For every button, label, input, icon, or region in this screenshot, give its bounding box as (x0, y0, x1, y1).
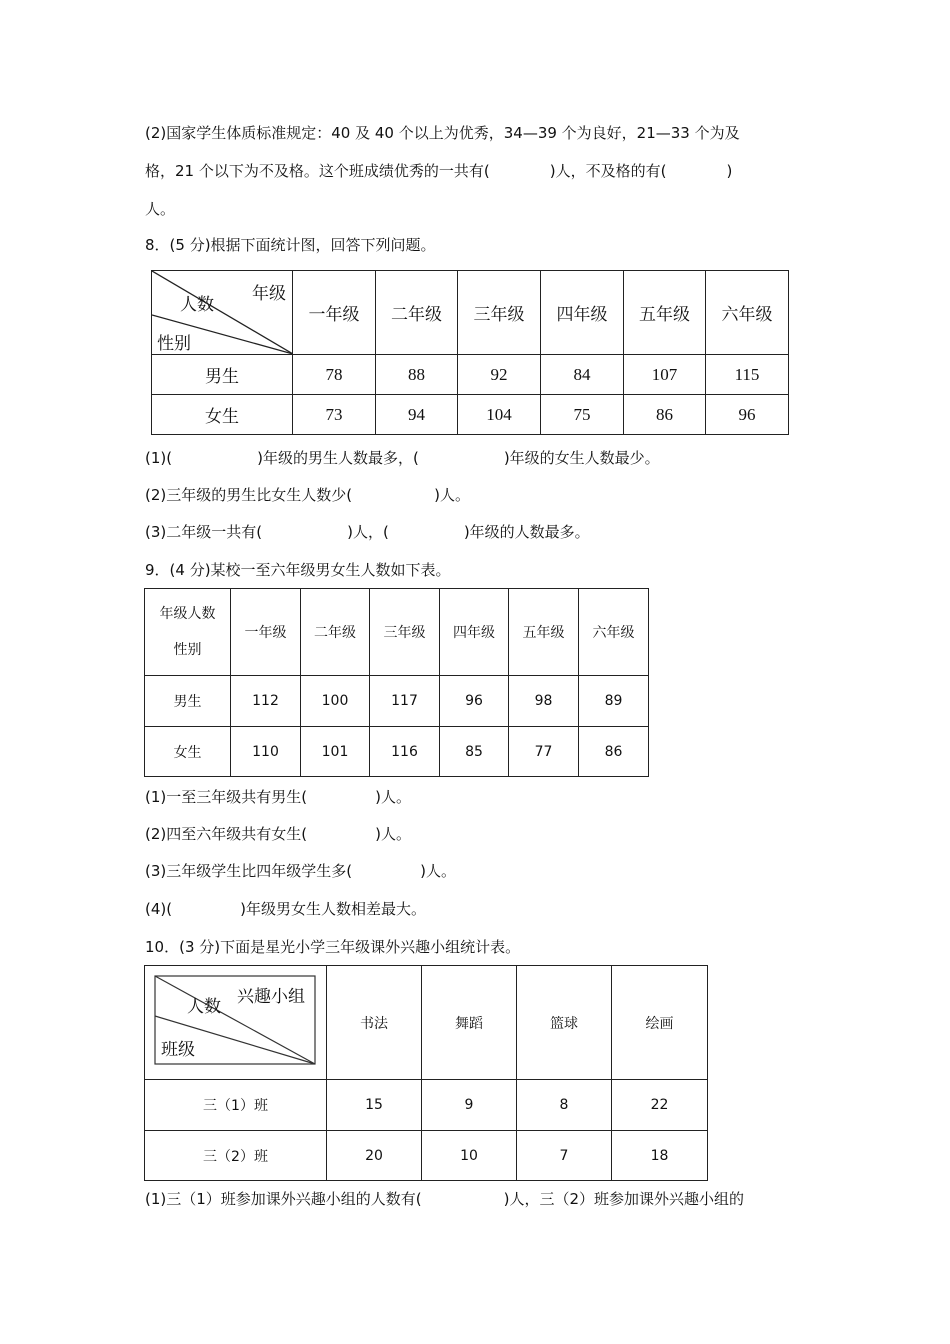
question-text: (1)一至三年级共有男生( (145, 788, 308, 806)
table-cell: 15 (327, 1080, 422, 1131)
table-cell: 96 (440, 676, 509, 727)
table-cell: 86 (579, 727, 649, 777)
row-label: 三（1）班 (145, 1080, 327, 1131)
table-cell: 77 (509, 727, 579, 777)
corner-label-grade: 年级 (252, 284, 286, 304)
q7-line1: (2)国家学生体质标准规定：40 及 40 个以上为优秀，34—39 个为良好，21—33 个为及 (145, 124, 740, 142)
corner-label-group: 兴趣小组 (237, 987, 305, 1007)
table-cell: 78 (293, 355, 376, 395)
question-text: )年级的女生人数最少。 (503, 449, 660, 467)
column-header: 一年级 (293, 271, 376, 355)
q8-question-3 (145, 522, 590, 542)
table-cell: 20 (327, 1131, 422, 1181)
table-cell: 18 (612, 1131, 708, 1181)
column-header: 五年级 (624, 271, 706, 355)
table-cell: 94 (376, 395, 458, 435)
q7-text-c: ) (726, 162, 733, 180)
table-cell: 107 (624, 355, 706, 395)
corner-label-line1: 年级人数 (159, 606, 216, 622)
question-text: )人。 (375, 825, 411, 843)
column-header: 三年级 (458, 271, 541, 355)
question-text: (4)( (145, 900, 173, 918)
table-row (152, 355, 789, 395)
table-cell: 86 (624, 395, 706, 435)
corner-label-gender: 性别 (157, 334, 191, 354)
table-row (145, 676, 649, 727)
q9-question-2 (145, 824, 411, 844)
q10-table (144, 965, 708, 1181)
question-text: (2)三年级的男生比女生人数少( (145, 486, 353, 504)
q8-question-2 (145, 485, 470, 505)
table-row (152, 395, 789, 435)
column-header: 三年级 (370, 589, 440, 676)
column-header: 舞蹈 (422, 966, 517, 1080)
column-header: 五年级 (509, 589, 579, 676)
q9-heading: 9．(4 分)某校一至六年级男女生人数如下表。 (145, 561, 451, 579)
table-cell: 112 (231, 676, 301, 727)
column-header: 二年级 (376, 271, 458, 355)
q8-question-1 (145, 448, 660, 468)
question-text: )人。 (434, 486, 470, 504)
table-cell: 100 (301, 676, 370, 727)
question-text: )年级的男生人数最多，( (257, 449, 419, 467)
column-header: 篮球 (517, 966, 612, 1080)
table-cell: 110 (231, 727, 301, 777)
column-header: 四年级 (541, 271, 624, 355)
column-header: 二年级 (301, 589, 370, 676)
q7-text-b: )人，不及格的有( (549, 162, 667, 180)
q8-heading: 8．(5 分)根据下面统计图，回答下列问题。 (145, 236, 436, 254)
table-cell: 117 (370, 676, 440, 727)
table-cell: 115 (706, 355, 789, 395)
column-header: 一年级 (231, 589, 301, 676)
question-text: )年级的人数最多。 (463, 523, 590, 541)
q10-corner-cell (145, 966, 327, 1080)
q7-line3: 人。 (145, 200, 176, 218)
table-cell: 96 (706, 395, 789, 435)
table-cell: 89 (579, 676, 649, 727)
row-label: 三（2）班 (145, 1131, 327, 1181)
table-cell: 101 (301, 727, 370, 777)
table-row (145, 727, 649, 777)
question-text: (1)( (145, 449, 173, 467)
corner-label-count: 人数 (187, 997, 221, 1017)
table-cell: 88 (376, 355, 458, 395)
question-text: )人，( (347, 523, 389, 541)
table-cell: 22 (612, 1080, 708, 1131)
question-text: )人。 (420, 862, 456, 880)
question-text: )年级男女生人数相差最大。 (240, 900, 426, 918)
question-text: )人，三（2）班参加课外兴趣小组的 (503, 1190, 745, 1208)
corner-label-count: 人数 (180, 295, 214, 315)
table-cell: 85 (440, 727, 509, 777)
question-text: (3)三年级学生比四年级学生多( (145, 862, 353, 880)
table-cell: 104 (458, 395, 541, 435)
q9-question-1 (145, 787, 411, 807)
table-cell: 98 (509, 676, 579, 727)
row-label: 男生 (145, 676, 231, 727)
column-header: 四年级 (440, 589, 509, 676)
table-row (145, 1131, 708, 1181)
q9-question-4 (145, 899, 426, 919)
question-text: (1)三（1）班参加课外兴趣小组的人数有( (145, 1190, 422, 1208)
table-cell: 9 (422, 1080, 517, 1131)
corner-label-line2: 性别 (173, 642, 202, 658)
question-text: (3)二年级一共有( (145, 523, 263, 541)
q9-table (144, 588, 649, 777)
q8-table (151, 270, 789, 435)
column-header: 绘画 (612, 966, 708, 1080)
q7-line2 (145, 161, 732, 181)
table-cell: 92 (458, 355, 541, 395)
column-header: 六年级 (706, 271, 789, 355)
q10-heading: 10．(3 分)下面是星光小学三年级课外兴趣小组统计表。 (145, 938, 521, 956)
table-cell: 73 (293, 395, 376, 435)
q8-corner-cell (152, 271, 293, 355)
row-label: 女生 (145, 727, 231, 777)
table-cell: 75 (541, 395, 624, 435)
table-cell: 10 (422, 1131, 517, 1181)
table-cell: 116 (370, 727, 440, 777)
row-label: 女生 (152, 395, 293, 435)
question-text: (2)四至六年级共有女生( (145, 825, 308, 843)
q9-corner-cell (145, 589, 231, 676)
q9-question-3 (145, 861, 456, 881)
row-label: 男生 (152, 355, 293, 395)
corner-label-class: 班级 (161, 1040, 195, 1060)
question-text: )人。 (375, 788, 411, 806)
table-cell: 84 (541, 355, 624, 395)
table-row (145, 1080, 708, 1131)
q10-question-1 (145, 1189, 744, 1209)
q7-text-a: 格，21 个以下为不及格。这个班成绩优秀的一共有( (145, 162, 490, 180)
column-header: 六年级 (579, 589, 649, 676)
table-cell: 8 (517, 1080, 612, 1131)
table-cell: 7 (517, 1131, 612, 1181)
column-header: 书法 (327, 966, 422, 1080)
